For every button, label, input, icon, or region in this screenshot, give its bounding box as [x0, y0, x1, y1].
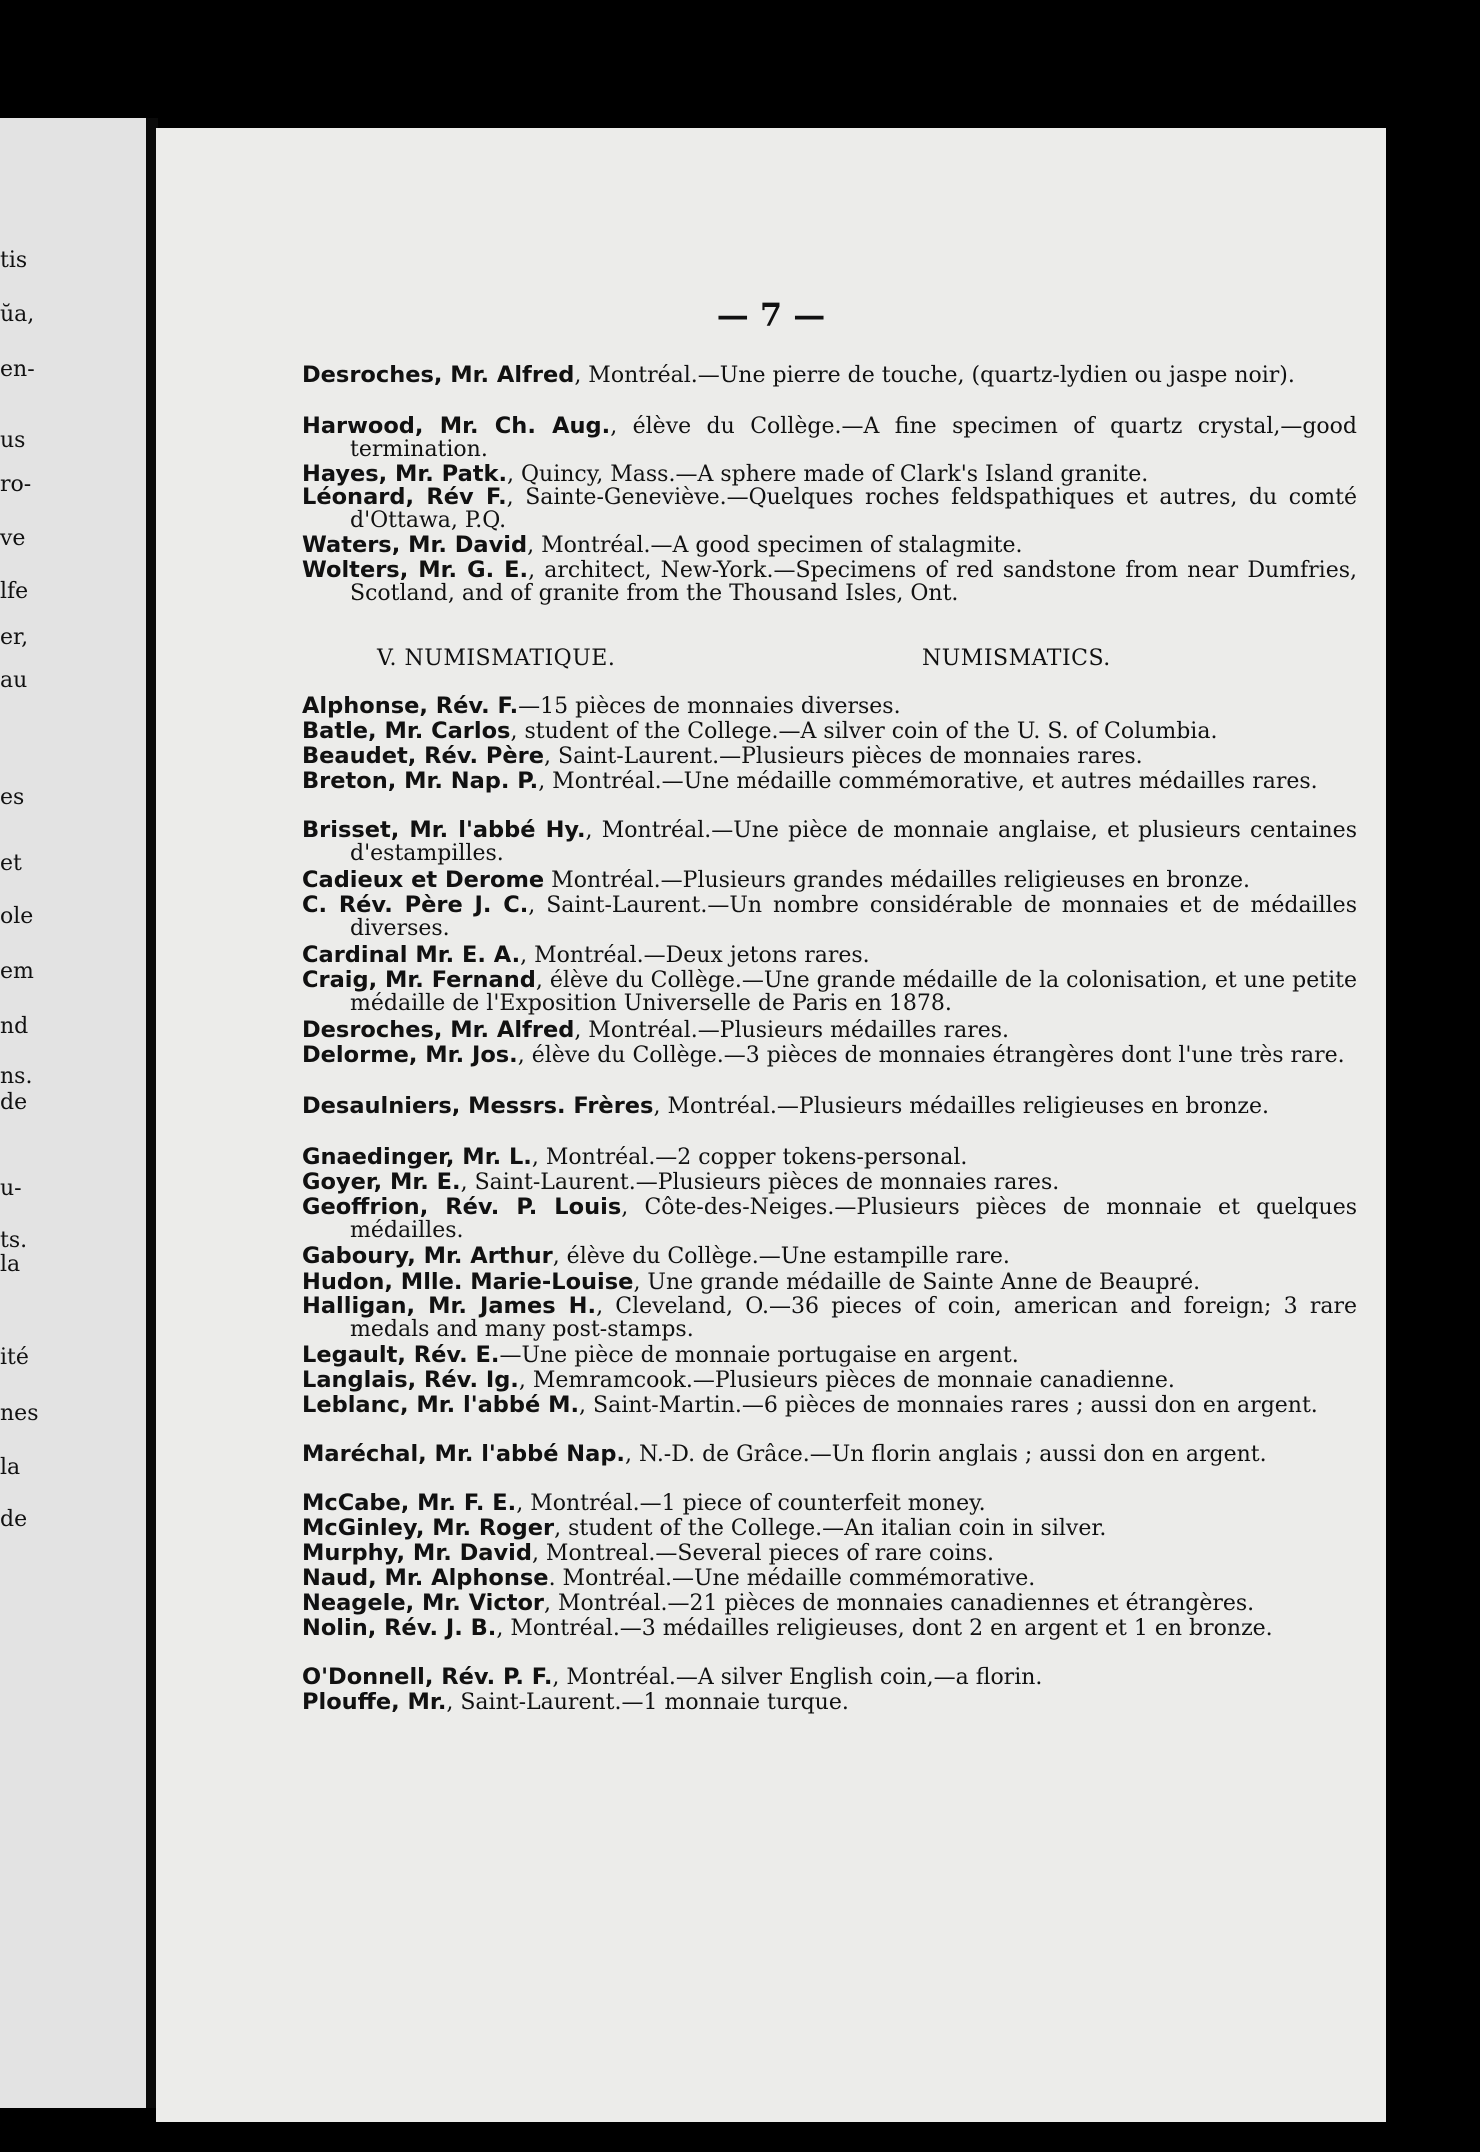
donation-description: , élève du Collège.—Une estampille rare. — [552, 1244, 1010, 1269]
left-page-text: de — [0, 1507, 28, 1532]
donor-name: Wolters, Mr. G. E. — [302, 557, 529, 583]
donor-name: Beaudet, Rév. Père — [302, 743, 545, 769]
list-item — [302, 770, 1357, 793]
donation-description: , Montreal.—Several pieces of rare coins. — [531, 1541, 994, 1566]
donor-name: Hayes, Mr. Patk. — [302, 461, 508, 487]
donor-name: Hudon, Mlle. Marie-Louise — [302, 1269, 634, 1295]
list-item — [302, 463, 1357, 486]
list-item — [302, 1146, 1357, 1169]
donor-name: Desroches, Mr. Alfred — [302, 1017, 575, 1043]
donation-description: —Une pièce de monnaie portugaise en argent. — [499, 1343, 1019, 1368]
section-heading-en: NUMISMATICS. — [922, 646, 1111, 671]
donor-name: Delorme, Mr. Jos. — [302, 1042, 518, 1068]
section-heading-fr: V. NUMISMATIQUE. — [377, 646, 616, 671]
donation-description: , Memramcook.—Plusieurs pièces de monnaie canadienne. — [518, 1368, 1175, 1393]
left-page-text: la — [0, 1252, 21, 1277]
donation-description: , Saint-Martin.—6 pièces de monnaies rares ; aussi don en argent. — [579, 1393, 1318, 1418]
donation-description: , architect, New-York.—Specimens of red sandstone from near Dumfries, Scotland, and of granite from the Thousand Isles, Ont. — [350, 558, 1357, 606]
donation-description: , Montréal.—Une pièce de monnaie anglaise, et plusieurs centaines d'estampilles. — [350, 818, 1357, 866]
donation-description: , Montréal.—21 pièces de monnaies canadiennes et étrangères. — [544, 1591, 1255, 1616]
donation-description: , Montréal.—Une médaille commémorative, et autres médailles rares. — [538, 769, 1318, 794]
list-item — [302, 1517, 1357, 1540]
left-page-text: ns. — [0, 1064, 33, 1089]
donation-description: , élève du Collège.—3 pièces de monnaies étrangères dont l'une très rare. — [517, 1043, 1345, 1068]
list-item — [302, 869, 1357, 892]
list-item — [302, 534, 1357, 557]
list-item — [302, 1196, 1357, 1242]
donor-name: Gaboury, Mr. Arthur — [302, 1243, 553, 1269]
list-item — [302, 1245, 1357, 1268]
left-page-text: de — [0, 1090, 28, 1115]
donation-description: , Montréal.—Plusieurs médailles religieuses en bronze. — [653, 1094, 1270, 1119]
list-item — [302, 1691, 1357, 1714]
donation-description: , student of the College.—A silver coin of the U. S. of Columbia. — [510, 719, 1218, 744]
donation-description: , Montréal.—Une pierre de touche, (quartz-lydien ou jaspe noir). — [574, 363, 1295, 388]
donation-description: , Côte-des-Neiges.—Plusieurs pièces de monnaie et quelques médailles. — [350, 1195, 1357, 1243]
list-item — [302, 695, 1357, 718]
list-item — [302, 1542, 1357, 1565]
donor-name: O'Donnell, Rév. P. F. — [302, 1664, 553, 1690]
list-item — [302, 1567, 1357, 1590]
donation-description: Montréal.—Plusieurs grandes médailles religieuses en bronze. — [544, 868, 1251, 893]
page-number: — 7 — — [716, 296, 826, 334]
donation-description: , Cleveland, O.—36 pieces of coin, american and foreign; 3 rare medals and many post-stamps. — [350, 1294, 1357, 1342]
left-page-text: la — [0, 1455, 21, 1480]
left-page-text: ŭa, — [0, 302, 35, 327]
list-item — [302, 364, 1357, 387]
list-item — [302, 415, 1357, 461]
donor-name: Desaulniers, Messrs. Frères — [302, 1093, 654, 1119]
left-page-text: lfe — [0, 579, 29, 604]
list-item — [302, 1617, 1357, 1640]
donation-description: , Montréal.—Deux jetons rares. — [520, 943, 870, 968]
donation-description: —15 pièces de monnaies diverses. — [518, 694, 901, 719]
left-page-text: ole — [0, 904, 34, 929]
donation-description: , Montréal.—A good specimen of stalagmite. — [527, 533, 1023, 558]
list-item — [302, 1171, 1357, 1194]
donor-name: Craig, Mr. Fernand — [302, 967, 536, 993]
list-item — [302, 1369, 1357, 1392]
donor-name: Maréchal, Mr. l'abbé Nap. — [302, 1441, 625, 1467]
list-item — [302, 1666, 1357, 1689]
donor-name: Nolin, Rév. J. B. — [302, 1615, 497, 1641]
donor-name: Cardinal Mr. E. A. — [302, 942, 521, 968]
left-page-text: nes — [0, 1401, 39, 1426]
list-item — [302, 1019, 1357, 1042]
donation-description: , Montréal.—3 médailles religieuses, dont 2 en argent et 1 en bronze. — [496, 1616, 1273, 1641]
left-page-text: u- — [0, 1176, 22, 1201]
donor-name: Neagele, Mr. Victor — [302, 1590, 545, 1616]
left-page-text: em — [0, 959, 34, 984]
left-page-text: ve — [0, 526, 26, 551]
donor-name: Plouffe, Mr. — [302, 1689, 447, 1715]
donor-name: Brisset, Mr. l'abbé Hy. — [302, 817, 586, 843]
donor-name: McCabe, Mr. F. E. — [302, 1490, 517, 1516]
left-page-text: au — [0, 668, 28, 693]
left-page-text: en- — [0, 357, 35, 382]
donation-description: . Montréal.—Une médaille commémorative. — [548, 1566, 1036, 1591]
list-item — [302, 1095, 1357, 1118]
list-item — [302, 819, 1357, 865]
donation-description: , Montréal.—Plusieurs médailles rares. — [574, 1018, 1010, 1043]
donation-description: , student of the College.—An italian coin in silver. — [554, 1516, 1107, 1541]
left-page-text: er, — [0, 625, 29, 650]
donor-name: Leblanc, Mr. l'abbé M. — [302, 1392, 580, 1418]
donor-name: Desroches, Mr. Alfred — [302, 362, 575, 388]
donor-name: Harwood, Mr. Ch. Aug. — [302, 413, 611, 439]
list-item — [302, 969, 1357, 1015]
list-item — [302, 1394, 1357, 1417]
left-page-text: ro- — [0, 472, 32, 497]
donation-description: , Saint-Laurent.—Un nombre considérable de monnaies et de médailles diverses. — [350, 893, 1357, 941]
donor-name: McGinley, Mr. Roger — [302, 1515, 555, 1541]
left-page-text: nd — [0, 1014, 29, 1039]
donor-name: Alphonse, Rév. F. — [302, 693, 519, 719]
list-item — [302, 1443, 1357, 1466]
donor-name: Langlais, Rév. Ig. — [302, 1367, 519, 1393]
list-item — [302, 1044, 1357, 1067]
donation-description: , Saint-Laurent.—Plusieurs pièces de monnaies rares. — [460, 1170, 1060, 1195]
donation-description: , Montréal.—2 copper tokens-personal. — [531, 1145, 968, 1170]
list-item — [302, 720, 1357, 743]
donation-description: , Une grande médaille de Sainte Anne de Beaupré. — [633, 1270, 1201, 1295]
left-page-text: ité — [0, 1345, 29, 1370]
donation-description: , Sainte-Geneviève.—Quelques roches feldspathiques et autres, du comté d'Ottawa, P.Q. — [350, 485, 1357, 533]
donor-name: Batle, Mr. Carlos — [302, 718, 511, 744]
donation-description: , Saint-Laurent.—1 monnaie turque. — [446, 1690, 849, 1715]
list-item — [302, 1492, 1357, 1515]
document-page — [156, 128, 1386, 2122]
donation-description: , N.-D. de Grâce.—Un florin anglais ; aussi don en argent. — [624, 1442, 1267, 1467]
list-item — [302, 745, 1357, 768]
donor-name: Breton, Mr. Nap. P. — [302, 768, 539, 794]
donor-name: Goyer, Mr. E. — [302, 1169, 461, 1195]
list-item — [302, 1592, 1357, 1615]
left-page-text: tis — [0, 248, 28, 273]
donation-description: , Quincy, Mass.—A sphere made of Clark's Island granite. — [507, 462, 1149, 487]
list-item — [302, 1271, 1357, 1294]
donation-description: , Montréal.—A silver English coin,—a florin. — [552, 1665, 1043, 1690]
donor-name: Geoffrion, Rév. P. Louis — [302, 1194, 622, 1220]
donor-name: Gnaedinger, Mr. L. — [302, 1144, 532, 1170]
left-page-text: es — [0, 785, 25, 810]
donor-name: Waters, Mr. David — [302, 532, 528, 558]
donor-name: Naud, Mr. Alphonse — [302, 1565, 549, 1591]
donor-name: Legault, Rév. E. — [302, 1342, 500, 1368]
list-item — [302, 944, 1357, 967]
list-item — [302, 894, 1357, 940]
donor-name: Murphy, Mr. David — [302, 1540, 532, 1566]
donor-name: C. Rév. Père J. C. — [302, 892, 529, 918]
donation-description: , élève du Collège.—Une grande médaille de la colonisation, et une petite médaille de l'Exposition Universelle de Paris en 1878. — [350, 968, 1357, 1016]
donation-description: , élève du Collège.—A fine specimen of quartz crystal,—good termination. — [350, 414, 1358, 462]
left-page-fragment — [0, 118, 146, 2108]
left-page-text: et — [0, 851, 22, 876]
left-page-text: ts. — [0, 1228, 28, 1253]
left-page-text: us — [0, 428, 26, 453]
donation-description: , Saint-Laurent.—Plusieurs pièces de monnaies rares. — [544, 744, 1143, 769]
donor-name: Halligan, Mr. James H. — [302, 1293, 597, 1319]
list-item — [302, 559, 1357, 605]
donor-name: Léonard, Rév F. — [302, 484, 507, 510]
donation-description: , Montréal.—1 piece of counterfeit money. — [516, 1491, 986, 1516]
donor-name: Cadieux et Derome — [302, 867, 545, 893]
list-item — [302, 486, 1357, 532]
list-item — [302, 1295, 1357, 1341]
list-item — [302, 1344, 1357, 1367]
